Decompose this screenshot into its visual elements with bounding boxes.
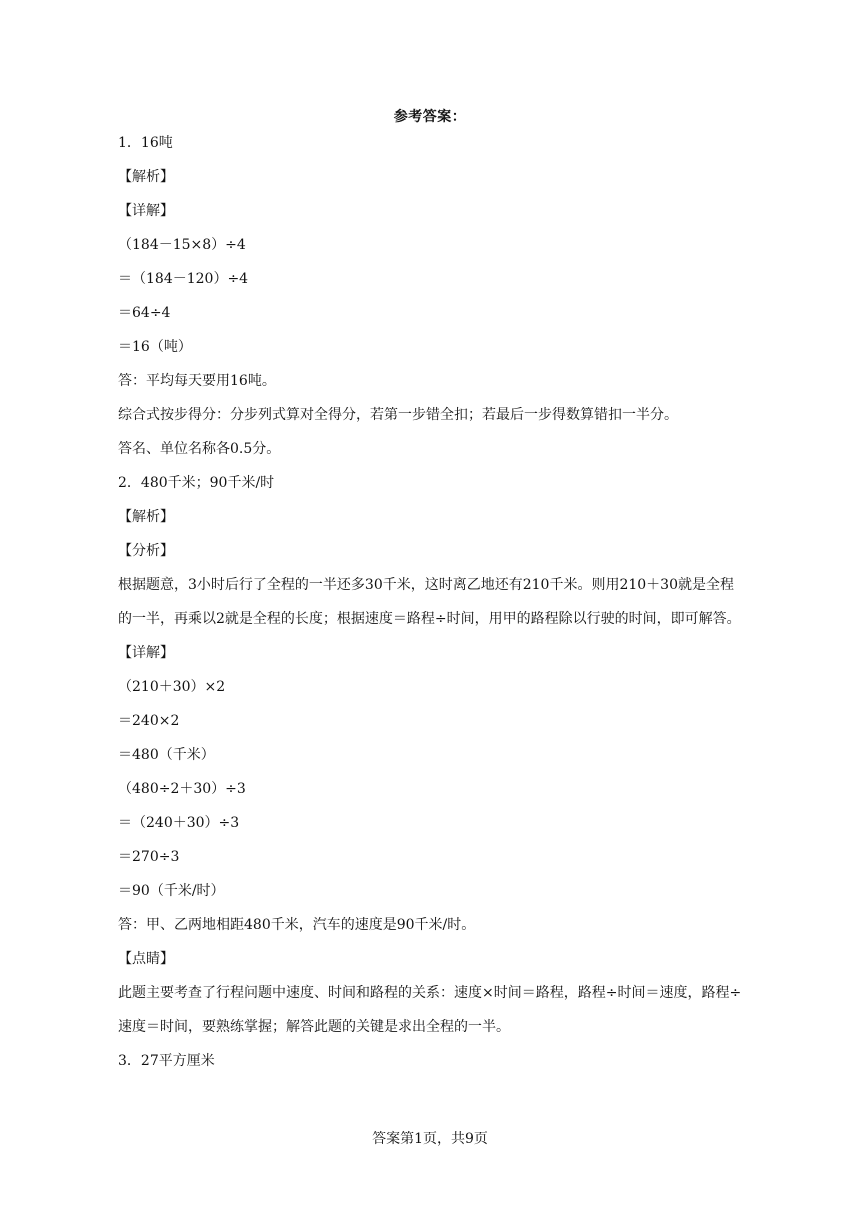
answer-line: 答名、单位名称各0.5分。 — [118, 441, 281, 457]
answer-line: 1．16吨 — [118, 135, 173, 151]
answer-paragraph: 此题主要考查了行程问题中速度、时间和路程的关系：速度×时间＝路程，路程÷时间＝速度，路程÷速度＝时间，要熟练掌握；解答此题的关键是求出全程的一半。 — [118, 985, 742, 1035]
answer-line: 答：平均每天要用16吨。 — [118, 373, 276, 389]
page-title: 参考答案： — [393, 109, 467, 125]
answer-line: 【详解】 — [118, 203, 174, 219]
answer-line: ＝270÷3 — [118, 849, 180, 865]
answer-line: ＝240×2 — [118, 713, 180, 729]
answer-line: ＝（184－120）÷4 — [118, 271, 249, 287]
answer-line: 综合式按步得分：分步列式算对全得分，若第一步错全扣；若最后一步得数算错扣一半分。 — [118, 407, 678, 423]
answer-line: 【解析】 — [118, 509, 174, 525]
answer-line: （210＋30）×2 — [118, 679, 226, 695]
answer-line: ＝90（千米/时） — [118, 883, 225, 899]
answer-line: ＝（240＋30）÷3 — [118, 815, 240, 831]
answer-paragraph: 根据题意，3小时后行了全程的一半还多30千米，这时离乙地还有210千米。则用210＋30就是全程的一半，再乘以2就是全程的长度；根据速度＝路程÷时间，用甲的路程除以行驶的时间，即可解答。 — [118, 577, 741, 627]
answer-line: 【点睛】 — [118, 951, 174, 967]
answer-line: 【分析】 — [118, 543, 174, 559]
answer-line: 【解析】 — [118, 169, 174, 185]
page-footer: 答案第1页，共9页 — [372, 1131, 488, 1147]
answer-line: 答：甲、乙两地相距480千米，汽车的速度是90千米/时。 — [118, 917, 476, 933]
answer-line: （184－15×8）÷4 — [118, 237, 246, 253]
answer-line: ＝64÷4 — [118, 305, 171, 321]
answer-line: ＝16（吨） — [118, 339, 192, 355]
answer-line: （480÷2＋30）÷3 — [118, 781, 246, 797]
answer-content — [118, 132, 744, 1084]
answer-line: 2．480千米；90千米/时 — [118, 475, 275, 491]
answer-line: ＝480（千米） — [118, 747, 215, 763]
answer-line: 【详解】 — [118, 645, 174, 661]
answer-line: 3．27平方厘米 — [118, 1053, 215, 1069]
